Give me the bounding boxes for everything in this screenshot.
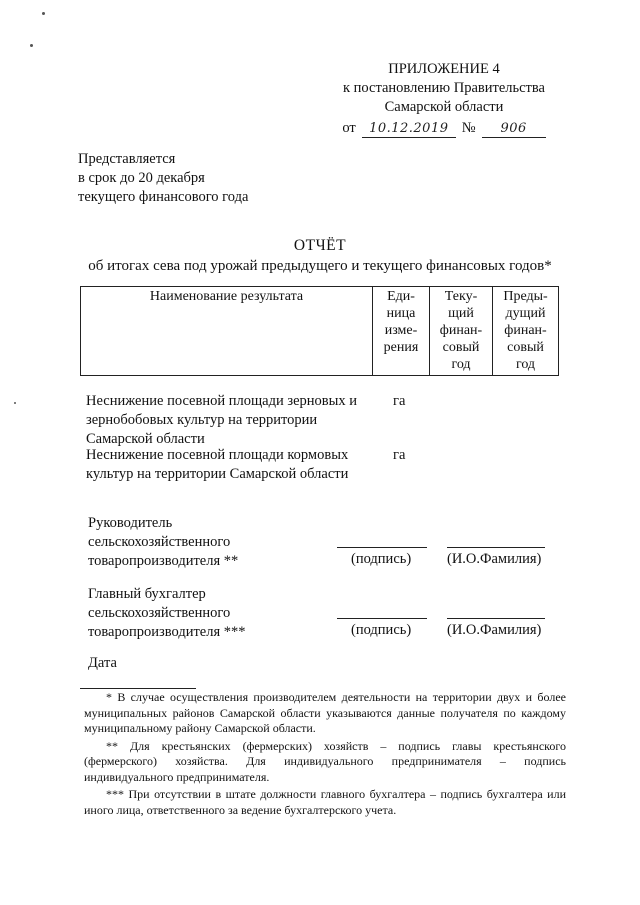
handwritten-number: 906 [482,121,546,138]
row-text-line: культур на территории Самарской области [86,466,349,482]
from-label: от [342,120,356,136]
column-header-line: дущий [505,306,546,321]
row-text-line: зернобобовых культур на территории [86,412,318,428]
signature-role-line: Руководитель [88,515,173,531]
column-header-line: Еди- [387,289,415,304]
column-header-line: Преды- [503,289,548,304]
column-header-line: Теку- [444,289,478,304]
column-current-year [429,287,492,375]
signature-caption: (подпись) [351,622,412,638]
report-title [0,236,640,276]
signature-role-line: сельскохозяйственного [88,534,231,550]
column-header-line: рения [383,340,419,355]
signature-role-line: товаропроизводителя *** [88,624,246,640]
table-row [86,392,376,449]
signature-role-line: товаропроизводителя ** [88,553,239,569]
column-header-line: щий [448,306,474,321]
signature-role-line: сельскохозяйственного [88,605,231,621]
name-line [447,618,545,619]
column-header-line: год [515,357,536,372]
submission-note [78,150,248,207]
signature-line [337,618,427,619]
footnote: * В случае осуществления производителем деятельности на территории двух и более муниципальных районов Самарской области указываются данные получателя по каждому муниципальному району Самарской области. [84,690,566,735]
column-result-name [81,287,372,375]
footnote-divider [80,688,196,689]
row-unit: га [393,447,406,463]
date-label: Дата [88,655,117,671]
column-header-line: ница [386,306,416,321]
signature-line [337,547,427,548]
column-header-line: Наименование результата [149,289,304,304]
submission-line: текущего финансового года [78,189,249,205]
handwritten-date: 10.12.2019 [362,121,456,138]
signature-accountant [88,585,246,642]
row-text-line: Неснижение посевной площади кормовых [86,447,349,463]
report-heading: ОТЧЁТ [293,237,347,254]
scan-speck [14,402,16,404]
column-unit [372,287,429,375]
scan-speck [42,12,45,15]
name-caption: (И.О.Фамилия) [447,551,542,567]
name-caption: (И.О.Фамилия) [447,622,542,638]
column-header-line: изме- [384,323,418,338]
column-header-line: финан- [504,323,547,338]
signature-caption: (подпись) [351,551,412,567]
row-text-line: Неснижение посевной площади зерновых и [86,393,357,409]
submission-line: Представляется [78,151,176,167]
footnote: ** Для крестьянских (фермерских) хозяйств – подпись главы крестьянского (фермерского) хозяйства. Для индивидуального предпринимателя – подпись индивидуального предпринимателя. [84,738,566,784]
signature-role-line: Главный бухгалтер [88,586,206,602]
appendix-region: Самарской области [384,99,504,115]
footnotes [84,690,566,818]
footnote: *** При отсутствии в штате должности главного бухгалтера – подпись бухгалтера или иного лица, ответственного за ведение бухгалтерского учета. [84,787,566,817]
results-table-header [80,286,559,376]
report-subtitle: об итогах сева под урожай предыдущего и текущего финансовых годов* [88,258,552,274]
column-previous-year [492,287,558,375]
column-header-line: совый [507,340,544,355]
row-unit: га [393,393,406,409]
row-text-line: Самарской области [86,431,205,447]
submission-line: в срок до 20 декабря [78,170,205,186]
appendix-header [324,60,564,138]
decree-date-number [324,119,564,138]
table-row [86,446,376,484]
appendix-title: ПРИЛОЖЕНИЕ 4 [388,61,500,77]
column-header-line: год [451,357,471,372]
column-header-line: совый [442,340,480,355]
appendix-decree: к постановлению Правительства [343,80,545,96]
name-line [447,547,545,548]
scan-speck [30,44,33,47]
column-header-line: финан- [439,323,483,338]
signature-head [88,514,238,571]
number-label: № [461,120,476,136]
